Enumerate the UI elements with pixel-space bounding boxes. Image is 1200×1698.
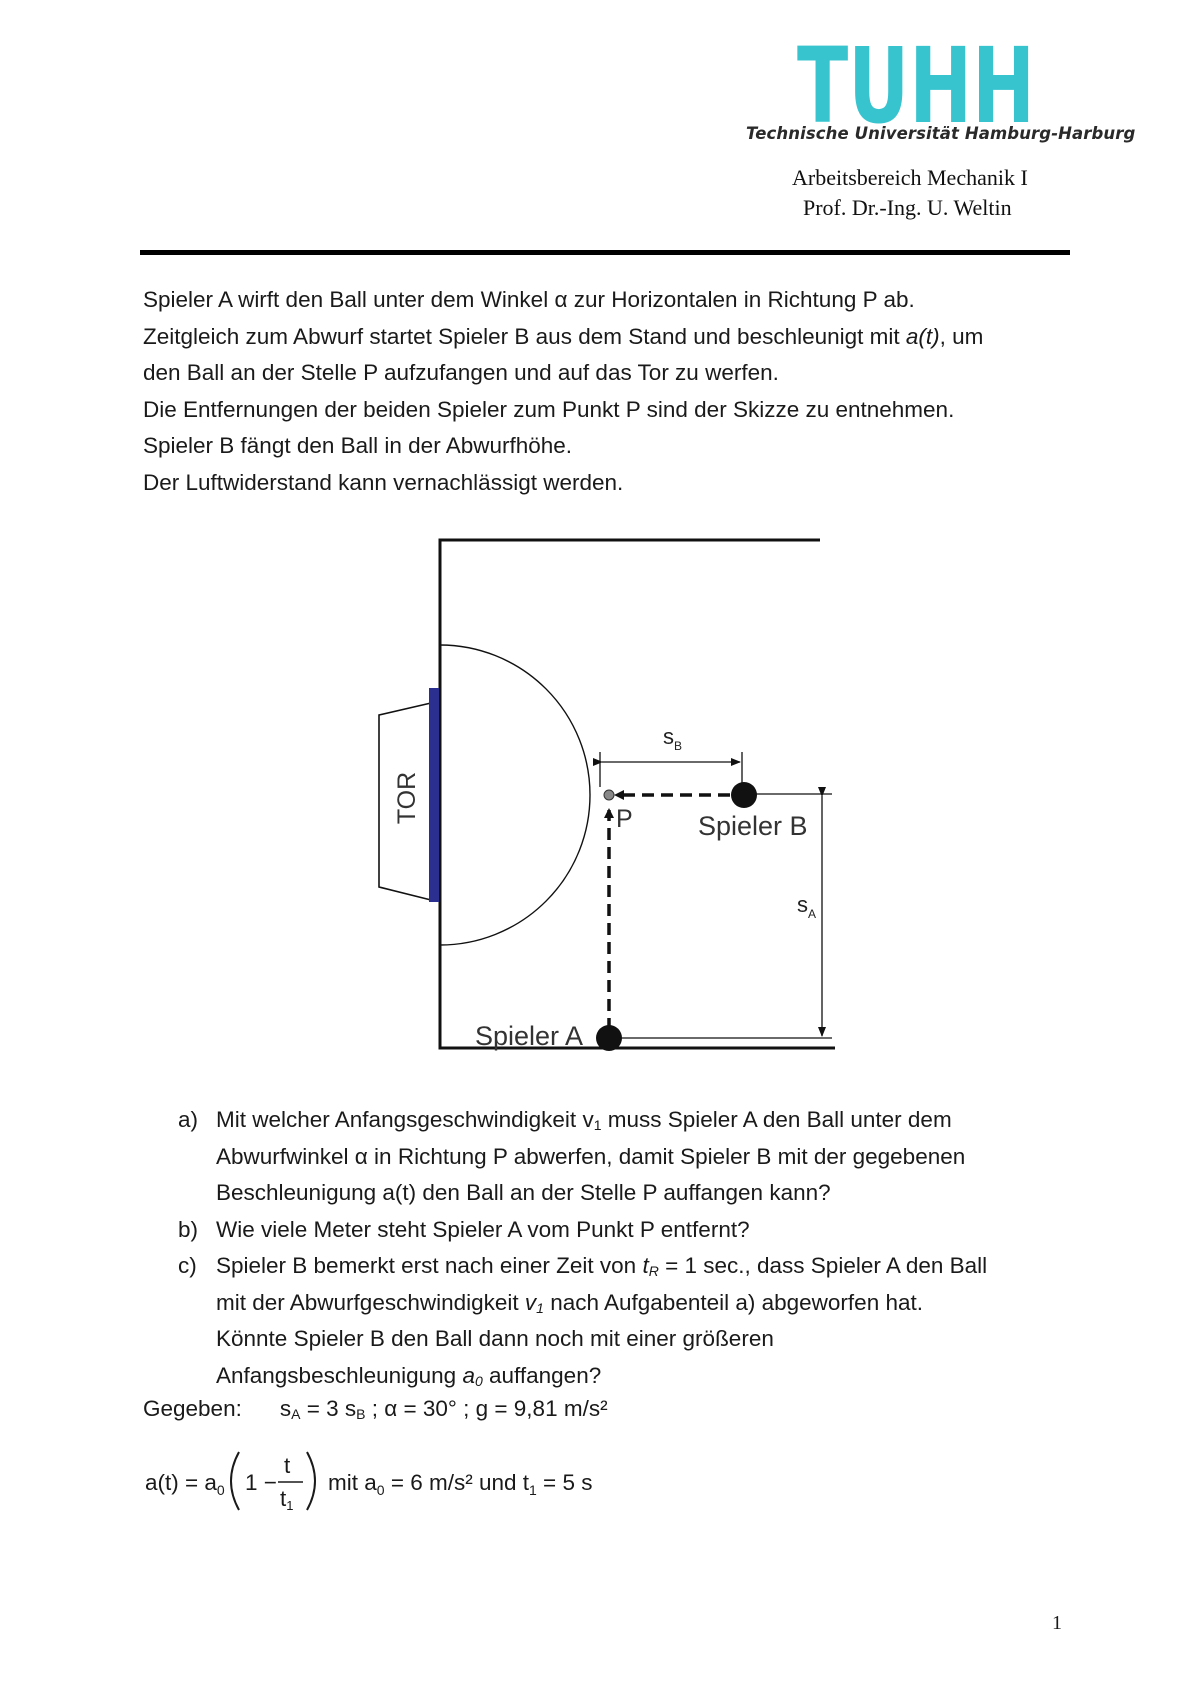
question-line: Wie viele Meter steht Spieler A vom Punkt P entfernt? — [216, 1216, 750, 1242]
goal-line — [429, 688, 439, 902]
intro-line: Spieler A wirft den Ball unter dem Winkel α zur Horizontalen in Richtung P ab. — [143, 287, 915, 312]
problem-description — [143, 282, 1083, 501]
question-label: b) — [178, 1216, 199, 1242]
goal-label: TOR — [393, 771, 421, 825]
intro-line: Die Entfernungen der beiden Spieler zum Punkt P sind der Skizze zu entnehmen. — [143, 396, 955, 422]
formula-paren-left — [231, 1452, 239, 1510]
formula-denominator: t1 — [280, 1486, 294, 1513]
university-name: Technische Universität Hamburg-Harburg — [746, 124, 1136, 143]
player-b-dot — [731, 782, 757, 808]
tuhh-logo — [797, 40, 1037, 132]
question-line: Könnte Spieler B den Ball dann noch mit einer größeren — [216, 1326, 774, 1351]
formula-lhs: $a(t) = a_0$ — [145, 1470, 225, 1498]
dimension-sa-label: $s_A$ — [797, 892, 817, 921]
intro-line: den Ball an der Stelle P aufzufangen und auf das Tor zu werfen. — [143, 360, 779, 385]
goal-area-arc — [440, 645, 590, 945]
question-line: Mit welcher Anfangsgeschwindigkeit $v_1$ muss Spieler A den Ball unter dem — [216, 1107, 952, 1133]
page-number: 1 — [1052, 1612, 1062, 1634]
question-line: mit der Abwurfgeschwindigkeit $v_1$ nach Aufgabenteil a) abgeworfen hat. — [216, 1289, 923, 1316]
question-c — [178, 1248, 1098, 1394]
formula-numerator: t — [284, 1453, 291, 1478]
formula-tail: mit $a_0 = 6$ m/s² und $t_1 = 5$ s — [328, 1470, 593, 1498]
point-p-marker — [604, 790, 614, 800]
acceleration-formula — [143, 1446, 663, 1516]
question-line: Beschleunigung a(t) den Ball an der Stelle P auffangen kann? — [216, 1180, 831, 1205]
formula-one-minus: 1 − — [245, 1470, 277, 1495]
given-values: Gegeben: $s_A = 3$ $s_B$ ; α = 30° ; g = 9,81 m/s² — [143, 1396, 608, 1422]
dimension-sb-label: $s_B$ — [663, 724, 683, 753]
tuhh-logo-text: TUHH — [797, 40, 1035, 132]
question-b — [178, 1212, 1098, 1249]
intro-line: Zeitgleich zum Abwurf startet Spieler B aus dem Stand und beschleunigt mit a(t), um — [143, 323, 984, 349]
question-line: Anfangsbeschleunigung $a_0$ auffangen? — [216, 1362, 602, 1389]
player-a-dot — [596, 1025, 622, 1051]
professor-name: Prof. Dr.-Ing. U. Weltin — [803, 195, 1012, 220]
player-a-label: Spieler A — [475, 1021, 584, 1051]
question-line: Abwurfwinkel α in Richtung P abwerfen, damit Spieler B mit der gegebenen — [216, 1143, 966, 1169]
department-name: Arbeitsbereich Mechanik I — [792, 165, 1028, 190]
formula-paren-right — [307, 1452, 315, 1510]
intro-line: Der Luftwiderstand kann vernachlässigt werden. — [143, 469, 624, 495]
player-b-label: Spieler B — [698, 811, 808, 841]
question-label: c) — [178, 1253, 197, 1278]
field-sketch — [360, 530, 860, 1070]
header-divider — [140, 250, 1070, 255]
point-p-label: P — [616, 805, 633, 833]
given-label: Gegeben: — [143, 1396, 242, 1421]
question-label: a) — [178, 1107, 199, 1132]
question-list — [178, 1102, 1098, 1394]
question-a — [178, 1102, 1098, 1212]
intro-line: Spieler B fängt den Ball in der Abwurfhöhe. — [143, 433, 573, 458]
question-line: Spieler B bemerkt erst nach einer Zeit von $t_R = 1$ sec., dass Spieler A den Ball — [216, 1253, 988, 1279]
